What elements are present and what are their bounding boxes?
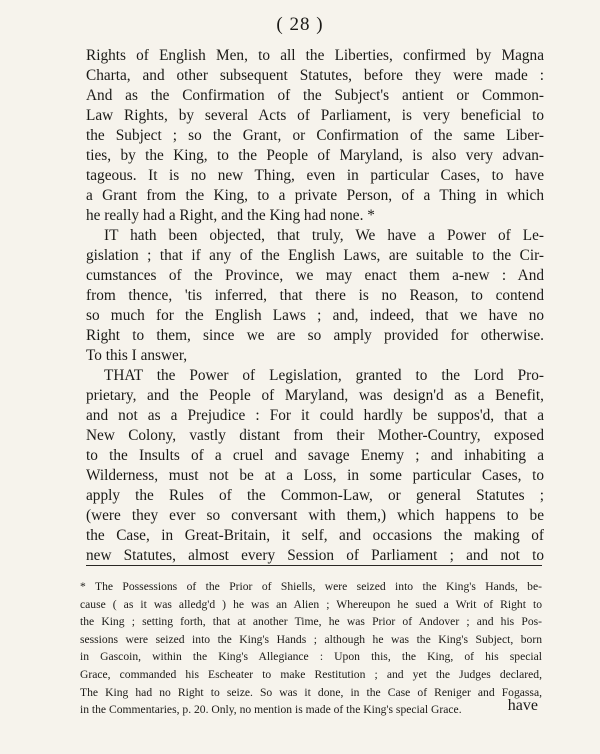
footnote [80, 578, 542, 719]
text-line: Rights of English Men, to all the Liberties, confirmed by Magna [86, 47, 544, 64]
text-line: and not as a Prejudice : For it could hardly be suppos'd, that a [86, 407, 544, 424]
text-line: the Subject ; so the Grant, or Confirmation of the same Liber- [86, 127, 544, 144]
page-number: ( 28 ) [276, 14, 324, 35]
text-line: ties, by the King, to the People of Maryland, is also very advan- [86, 147, 544, 164]
text-line: apply the Rules of the Common-Law, or general Statutes ; [86, 487, 544, 504]
text-line: from thence, 'tis inferred, that there is no Reason, to contend [86, 287, 544, 304]
paragraph-3 [86, 366, 544, 566]
footnote-line: cause ( as it was alledg'd ) he was an Alien ; Whereupon he sued a Writ of Right to [80, 597, 542, 611]
text-line: Right to them, since we are so amply provided for otherwise. [86, 327, 544, 344]
text-line: so much for the English Laws ; and, indeed, that we have no [86, 307, 544, 324]
text-line: Wilderness, must not be at a Loss, in some particular Cases, to [86, 467, 544, 484]
text-line: To this I answer, [86, 347, 188, 364]
text-line: a Grant from the King, to a private Person, of a Thing in which [86, 187, 544, 204]
text-line: (were they ever so conversant with them,) which happens to be [86, 507, 544, 524]
text-line: to the Insults of a cruel and savage Enemy ; and inhabiting a [86, 447, 544, 464]
text-line: new Statutes, almost every Session of Parliament ; and not to [86, 547, 544, 564]
footnote-line: The King had no Right to seize. So was it done, in the Case of Reniger and Fogassa, [80, 685, 542, 699]
catchword: have [507, 697, 538, 714]
footnote-line: in Gascoin, within the King's Allegiance : Upon this, the King, of his special [80, 650, 542, 664]
footnote-line: the King ; setting forth, that at another Time, he was Prior of Andover ; and his Pos- [80, 615, 542, 629]
text-line: THAT the Power of Legislation, granted to the Lord Pro- [104, 367, 544, 384]
footnote-line: in the Commentaries, p. 20. Only, no mention is made of the King's special Grace. [80, 703, 462, 717]
text-line: the Case, in Great-Britain, it self, and occasions the making of [86, 527, 544, 544]
paragraph-2 [86, 226, 544, 366]
text-line: IT hath been objected, that truly, We have a Power of Le- [104, 227, 544, 244]
footnote-line: * The Possessions of the Prior of Shiells, were seized into the King's Hands, be- [80, 580, 542, 593]
text-line: tageous. It is no new Thing, even in particular Cases, to have [86, 167, 544, 184]
text-line: Charta, and other subsequent Statutes, before they were made : [86, 67, 544, 84]
paragraph-1 [86, 46, 544, 226]
footnote-line: Grace, commanded his Escheater to make Restitution ; and yet the Judges declared, [80, 667, 542, 681]
text-line: he really had a Right, and the King had none. * [86, 207, 375, 224]
text-line: prietary, and the People of Maryland, was design'd as a Benefit, [86, 387, 544, 404]
footnote-divider [86, 565, 542, 566]
text-line: And as the Confirmation of the Subject's antient or Common- [86, 87, 544, 104]
text-line: New Colony, vastly distant from their Mother-Country, exposed [86, 427, 544, 444]
footnote-line: sessions were seized into the King's Hands ; although he was the King's Subject, born [80, 632, 542, 646]
text-line: Law Rights, by several Acts of Parliament, is very beneficial to [86, 107, 544, 124]
text-line: gislation ; that if any of the English Laws, are suitable to the Cir- [86, 247, 544, 264]
text-line: cumstances of the Province, we may enact them a-new : And [86, 267, 544, 284]
